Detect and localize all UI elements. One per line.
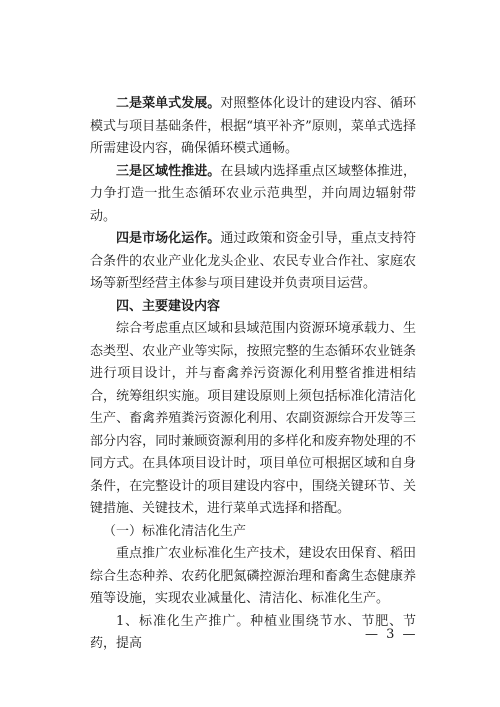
subsection-heading: （一）标准化清洁化生产	[103, 523, 247, 539]
page-number: — 3 —	[365, 627, 418, 642]
paragraph-text: 对照整体化设计的建设内容、循环模式与项目基础条件，根据“填平补齐”原则，菜单式选择所需建设内容，确保循环模式通畅。	[90, 96, 416, 156]
paragraph-menu-development	[90, 93, 416, 161]
subsection-body-paragraph: 1、标准化生产推广。种植业围绕节水、节肥、节药，提高	[90, 613, 416, 651]
section-body-paragraph: 综合考虑重点区域和县域范围内资源环境承载力、生态类型、农业产业等实际，按照完整的生态循环农业链条进行项目设计，并与畜禽养污资源化利用整省推进相结合，统筹组织实施。项目建设原则上须包括标准化清洁化生产、畜禽养殖粪污资源化利用、农副资源综合开发等三部分内容，同时兼顾资源利用的多样化和废弃物处理的不同方式。在具体项目设计时，项目单位可根据区域和自身条件，在完整设计的项目建设内容中，围绕关键环节、关键措施、关键技术，进行菜单式选择和搭配。	[90, 321, 416, 516]
document-body	[90, 93, 416, 656]
paragraph-regional-promotion	[90, 161, 416, 229]
paragraph-lead: 三是区域性推进。	[116, 163, 221, 179]
subsection-body-paragraph: 重点推广农业标准化生产技术，建设农田保育、稻田综合生态种养、农药化肥氮磷控源治理和畜禽生态健康养殖等设施，实现农业减量化、清洁化、标准化生产。	[90, 546, 416, 606]
paragraph-text: 通过政策和资金引导，重点支持符合条件的农业产业化龙头企业、农民专业合作社、家庭农场等新型经营主体参与项目建设并负责项目运营。	[90, 231, 416, 291]
paragraph-lead: 四是市场化运作。	[116, 231, 221, 246]
paragraph-text: 在县域内选择重点区域整体推进，力争打造一批生态循环农业示范典型，并向周边辐射带动。	[90, 163, 416, 224]
paragraph-lead: 二是菜单式发展。	[116, 96, 221, 111]
section-heading: 四、主要建设内容	[116, 298, 221, 314]
paragraph-market-operation	[90, 228, 416, 296]
